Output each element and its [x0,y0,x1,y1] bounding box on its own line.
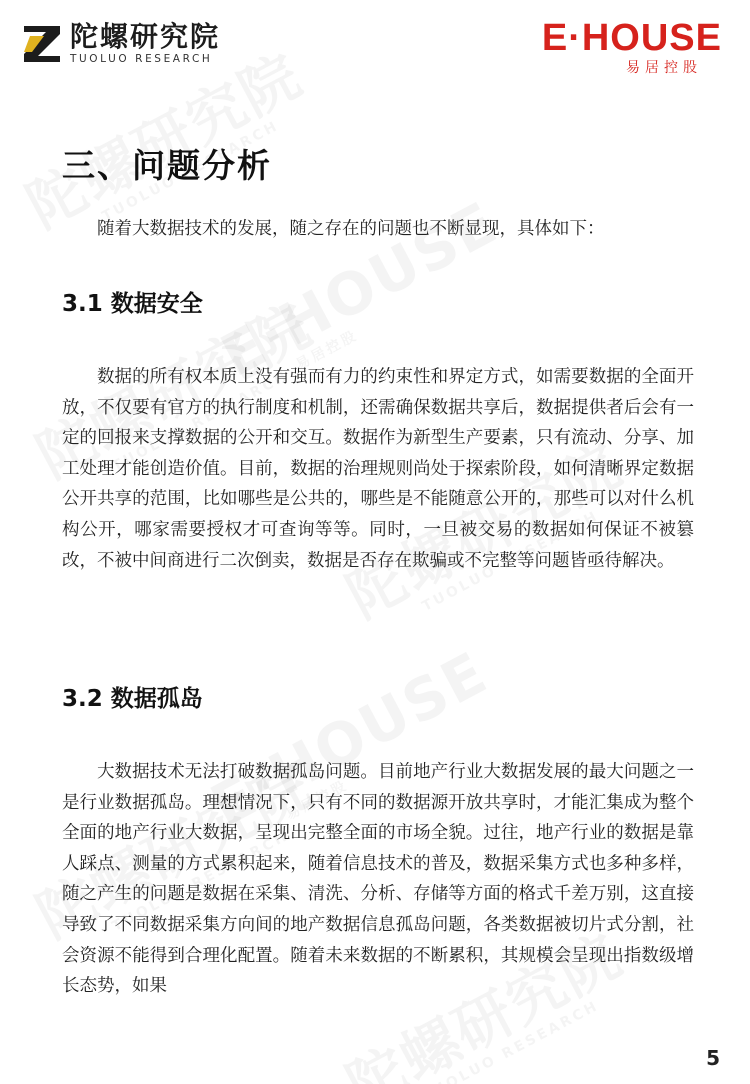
page-header [0,0,750,80]
tuoluo-name-en: TUOLUO RESEARCH [70,53,213,65]
ehouse-name-cn: 易居控股 [626,60,702,76]
ehouse-name-en: E·HOUSE [541,17,722,59]
subsection-body-data-silos: 大数据技术无法打破数据孤岛问题。目前地产行业大数据发展的最大问题之一是行业数据孤岛。理想情况下，只有不同的数据源开放共享时，才能汇集成为整个全面的地产行业大数据，呈现出完整全面的市场全貌。过往，地产行业的数据是靠人踩点、测量的方式累积起来，随着信息技术的普及，数据采集方式也多种多样，随之产生的问题是数据在采集、清洗、分析、存储等方面的格式千差万别，这直接导致了不同数据采集方向间的地产数据信息孤岛问题，各类数据被切片式分割，社会资源不能得到合理化配置。随着未来数据的不断累积，其规模会呈现出指数级增长态势，如果 [62,762,694,997]
tuoluo-name-cn: 陀螺研究院 [70,20,221,53]
section-intro: 随着大数据技术的发展，随之存在的问题也不断显现，具体如下： [97,219,605,239]
ehouse-logo [542,18,722,77]
tuoluo-z-icon [20,22,64,66]
subsection-title-data-security: 3.1 数据安全 [62,291,203,317]
subsection-body-data-security: 数据的所有权本质上没有强而有力的约束性和界定方式，如需要数据的全面开放，不仅要有官方的执行制度和机制，还需确保数据共享后，数据提供者后会有一定的回报来支撑数据的公开和交互。数据作为新型生产要素，只有流动、分享、加工处理才能创造价值。目前，数据的治理规则尚处于探索阶段，如何清晰界定数据公开共享的范围，比如哪些是公共的，哪些是不能随意公开的，那些可以对什么机构公开，哪家需要授权才可查询等等。同时，一旦被交易的数据如何保证不被篡改，不被中间商进行二次倒卖，数据是否存在欺骗或不完整等问题皆亟待解决。 [62,367,694,571]
tuoluo-logo [20,22,220,66]
page-number: 5 [706,1046,720,1070]
subsection-title-data-silos: 3.2 数据孤岛 [62,686,203,712]
section-title: 三、问题分析 [62,146,272,185]
